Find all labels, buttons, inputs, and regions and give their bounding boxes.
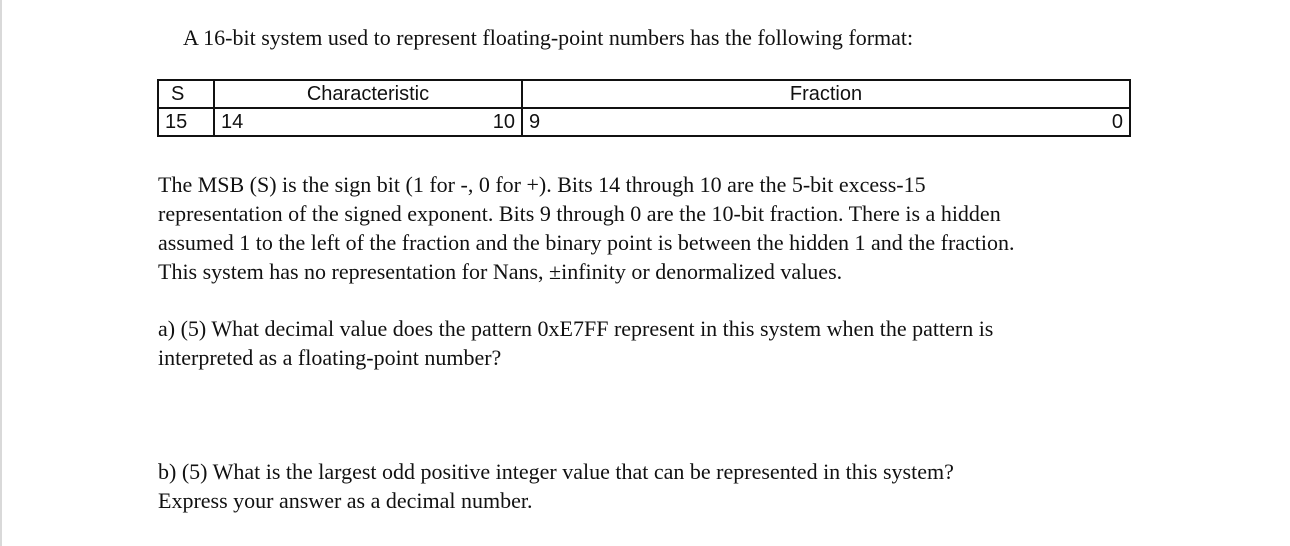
intro-text: A 16-bit system used to represent floating-point numbers has the following format:: [183, 25, 914, 50]
question-a-line-2: interpreted as a floating-point number?: [158, 345, 502, 370]
description-paragraph: [158, 170, 1148, 286]
fraction-high-bit: 9: [529, 111, 541, 133]
characteristic-high-bit: 14: [221, 111, 244, 133]
characteristic-low-bit: 10: [492, 111, 515, 133]
question-a: [158, 314, 1128, 372]
question-a-line-1: a) (5) What decimal value does the pattern 0xE7FF represent in this system when the pattern is: [158, 316, 994, 341]
question-b-line-1: b) (5) What is the largest odd positive integer value that can be represented in this system?: [158, 459, 954, 484]
sign-bit-cell: [158, 108, 214, 136]
sign-bit-number: 15: [165, 111, 188, 133]
bit-position-row: [158, 108, 1130, 136]
fraction-bits-cell: [522, 108, 1130, 136]
characteristic-bits-cell: [214, 108, 522, 136]
question-b: [158, 457, 1108, 515]
format-header-row: [158, 80, 1130, 108]
description-line-3: assumed 1 to the left of the fraction and the binary point is between the hidden 1 and the fraction.: [158, 230, 1015, 255]
page-left-edge: [0, 0, 2, 546]
fraction-header: Fraction: [522, 80, 1130, 108]
description-line-2: representation of the signed exponent. Bits 9 through 0 are the 10-bit fraction. There is a hidden: [158, 201, 1001, 226]
fraction-low-bit: 0: [1111, 111, 1123, 133]
description-line-4: This system has no representation for Nans, ±infinity or denormalized values.: [158, 259, 843, 284]
question-b-line-2: Express your answer as a decimal number.: [158, 488, 533, 513]
sign-header: S: [158, 80, 214, 108]
characteristic-header: Characteristic: [214, 80, 522, 108]
format-table: [157, 79, 1131, 137]
description-line-1: The MSB (S) is the sign bit (1 for -, 0 for +). Bits 14 through 10 are the 5-bit excess-15: [158, 172, 926, 197]
